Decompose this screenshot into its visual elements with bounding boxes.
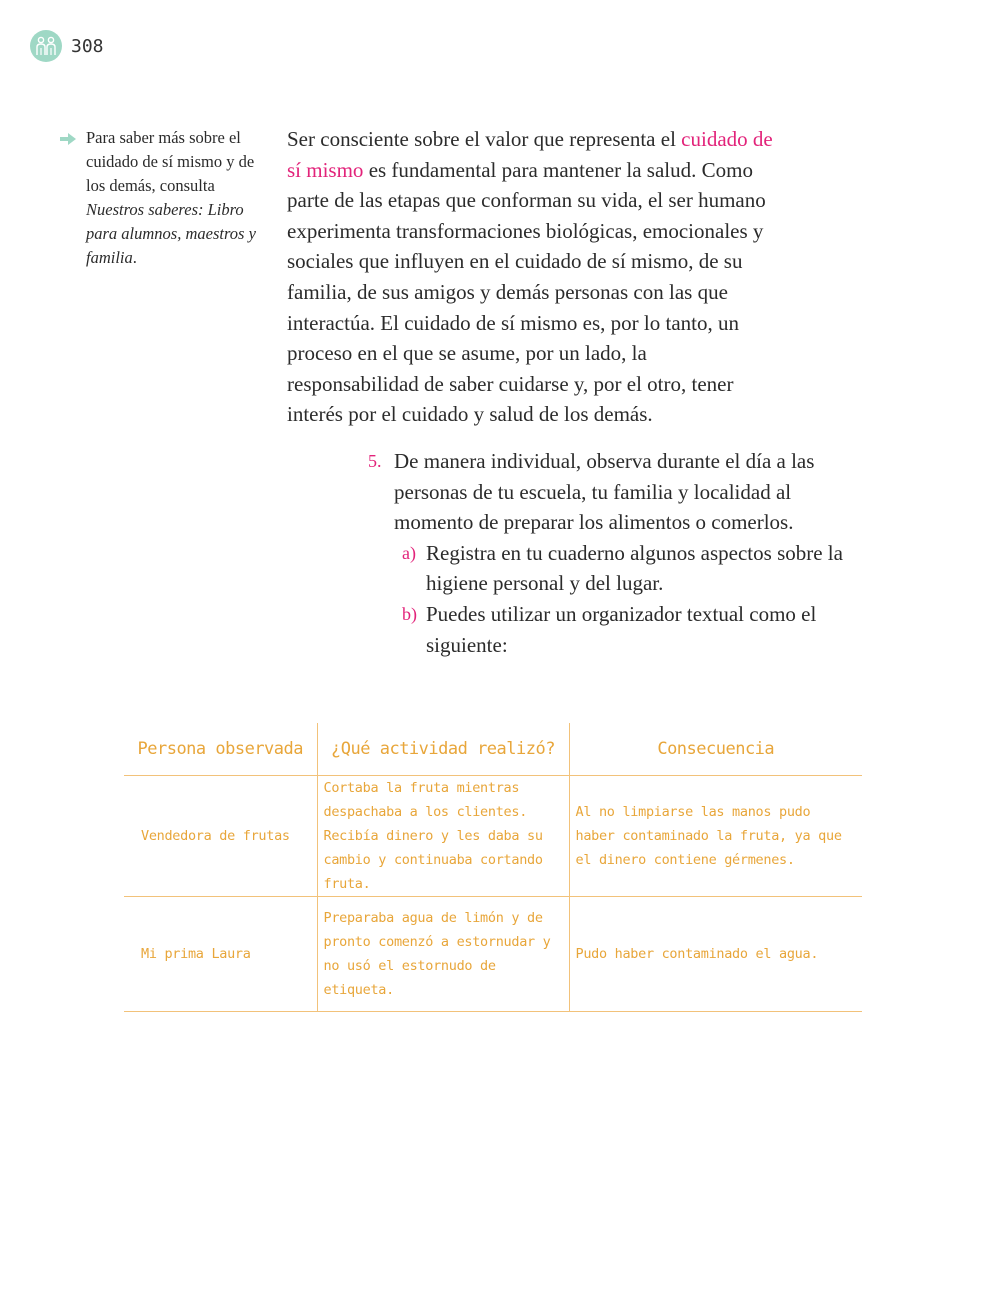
activity-instruction: [368, 446, 858, 538]
main-paragraph: [287, 124, 777, 430]
observation-table: [124, 723, 862, 1012]
activity-text: De manera individual, observa durante el día a las personas de tu escuela, tu familia y localidad al momento de preparar los alimentos o comerlos.: [394, 449, 815, 535]
item-text: Registra en tu cuaderno algunos aspectos sobre la higiene personal y del lugar.: [426, 540, 843, 596]
table-header-row: [124, 723, 862, 775]
activity-item-b: [402, 599, 858, 660]
cell-actividad: Cortaba la fruta mientras despachaba a los clientes. Recibía dinero y les daba su cambio y continuaba cortando fruta.: [317, 775, 569, 896]
cell-consecuencia: Al no limpiarse las manos pudo haber contaminado la fruta, ya que el dinero contiene gérmenes.: [569, 775, 862, 896]
cell-persona: Mi prima Laura: [124, 896, 317, 1011]
arrow-right-icon: [60, 126, 86, 270]
sidenote: [60, 126, 256, 270]
sidenote-text-start: Para saber más sobre el cuidado de sí mismo y de los demás, consulta: [86, 128, 255, 195]
paragraph-intro: Ser consciente sobre el valor que representa el: [287, 127, 682, 151]
paragraph-body: es fundamental para mantener la salud. Como parte de las etapas que conforman su vida, el ser humano experimenta transformaciones biológicas, emocionales y sociales que influyen en el cuidado de sí mismo, de su familia, de sus amigos y demás personas con las que interactúa. El cuidado de sí mismo es, por lo tanto, un proceso en el que se asume, por un lado, la responsabilidad de saber cuidarse y, por el otro, tener interés por el cuidado y salud de los demás.: [287, 157, 766, 427]
header-persona: Persona observada: [124, 723, 317, 775]
cell-consecuencia: Pudo haber contaminado el agua.: [569, 896, 862, 1011]
page-header: [30, 30, 104, 62]
cell-actividad: Preparaba agua de limón y de pronto comenzó a estornudar y no usó el estornudo de etiqueta.: [317, 896, 569, 1011]
header-consecuencia: Consecuencia: [569, 723, 862, 775]
people-icon: [30, 30, 62, 62]
table-row: [124, 775, 862, 896]
highlighted-term: cuidado de sí mismo: [287, 127, 773, 182]
item-letter: a): [402, 542, 416, 563]
activity-item-a: [402, 538, 858, 599]
header-actividad: ¿Qué actividad realizó?: [317, 723, 569, 775]
activity-5: [368, 446, 858, 660]
item-text: Puedes utilizar un organizador textual como el siguiente:: [426, 601, 817, 657]
sidenote-text-end: .: [132, 248, 137, 267]
book-title: Nuestros saberes: Libro para alumnos, maestros y familia: [86, 200, 256, 267]
activity-number: 5.: [368, 451, 382, 471]
sidenote-text: [86, 126, 256, 270]
item-letter: b): [402, 603, 417, 624]
table-row: [124, 896, 862, 1011]
cell-persona: Vendedora de frutas: [124, 775, 317, 896]
page-number: 308: [71, 35, 104, 57]
